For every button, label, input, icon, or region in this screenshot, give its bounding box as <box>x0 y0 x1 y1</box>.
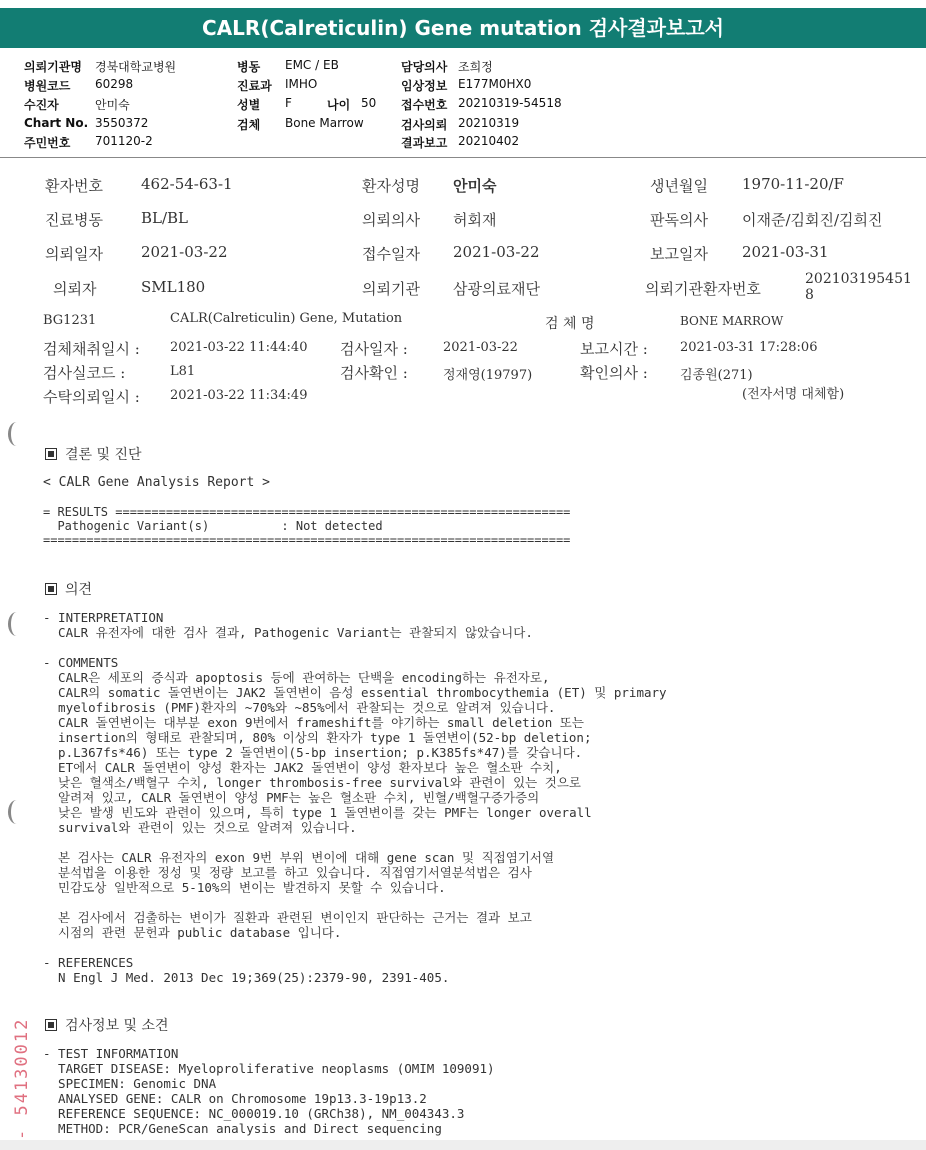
patient-field-value: 202103195451 <box>805 271 912 287</box>
test-field-value: 2021-03-31 17:28:06 <box>680 340 818 355</box>
patient-field-value: BL/BL <box>141 209 189 227</box>
patient-field-label: 판독의사 <box>650 211 708 229</box>
header-label: 결과보고 <box>401 136 448 150</box>
header-label: 접수번호 <box>401 98 448 112</box>
binder-hole-mark <box>8 612 25 636</box>
header-label: 주민번호 <box>24 136 71 150</box>
square-bullet-icon <box>45 583 57 595</box>
e-signature-note: (전자서명 대체함) <box>742 387 845 402</box>
binder-hole-mark <box>8 422 25 446</box>
page-bottom-edge <box>0 1140 926 1150</box>
specimen-value: BONE MARROW <box>680 314 784 328</box>
square-bullet-icon <box>45 1019 57 1031</box>
section-opinion: 의견 <box>45 579 92 599</box>
report-title: CALR(Calreticulin) Gene mutation 검사결과보고서 <box>0 8 926 48</box>
patient-field-label: 생년월일 <box>650 177 708 195</box>
header-value: IMHO <box>285 77 318 91</box>
analysis-report-title: < CALR Gene Analysis Report > <box>43 475 270 490</box>
patient-field-value: SML180 <box>141 278 206 296</box>
test-field-label: 검사확인 : <box>340 364 408 382</box>
patient-field-label: 진료병동 <box>45 211 103 229</box>
test-field-value: 2021-03-22 <box>443 340 518 355</box>
patient-field-value-wrap: 8 <box>805 287 814 303</box>
test-field-value: L81 <box>170 364 196 379</box>
header-value: 경북대학교병원 <box>95 60 177 74</box>
patient-field-label: 의뢰일자 <box>45 245 103 263</box>
test-field-label: 검체채취일시 : <box>43 340 140 358</box>
patient-field-value: 2021-03-31 <box>742 243 829 261</box>
square-bullet-icon <box>45 448 57 460</box>
header-label: 병원코드 <box>24 79 71 93</box>
test-field-value: 김종원(271) <box>680 368 753 383</box>
section-conclusion: 결론 및 진단 <box>45 444 142 464</box>
section-test-info: 검사정보 및 소견 <box>45 1015 169 1035</box>
header-label: 검체 <box>237 118 261 132</box>
header-value: 3550372 <box>95 116 149 130</box>
test-field-label: 보고시간 : <box>580 340 648 358</box>
patient-field-value: 2021-03-22 <box>453 243 540 261</box>
vertical-stamp-number: - 54130012 <box>12 1017 32 1140</box>
header-label: 임상정보 <box>401 79 448 93</box>
patient-field-label: 환자번호 <box>45 177 103 195</box>
header-divider <box>0 157 926 158</box>
header-value: 조희정 <box>458 60 493 74</box>
test-field-label: 수탁의뢰일시 : <box>43 388 140 406</box>
results-block: = RESULTS =============================================================== Pathogenic Variant(s) : Not detected ========================================================================= <box>43 505 571 547</box>
patient-field-label: 의뢰자 <box>53 280 97 298</box>
comments-block: - COMMENTS CALR은 세포의 증식과 apoptosis 등에 관여하는 단백을 encoding하는 유전자로, CALR의 somatic 돌연변이는 JAK2 돌연변이 음성 essential thrombocythemia (ET) 및 primary myelofibrosis (PMF)환자의 ~70%와 ~85%에서 관찰되는 것으로 알려져 있습니다. CALR 돌연변이는 대부분 exon 9번에서 frameshift를 야기하는 small deletion 또는 insertion의 형태로 관찰되며, 80% 이상의 환자가 type 1 돌연변이(52-bp deletion; p.L367fs*46) 또는 type 2 돌연변이(5-bp insertion; p.K385fs*47)를 갖습니다. ET에서 CALR 돌연변이 양성 환자는 JAK2 돌연변이 양성 환자보다 높은 혈소판 수치, 낮은 혈색소/백혈구 수치, longer thrombosis-free survival와 관련이 있는 것으로 알려져 있고, CALR 돌연변이 양성 PMF는 높은 혈소판 수치, 빈혈/백혈구증가증의 낮은 발생 빈도와 관련이 있으며, 특히 type 1 돌연변이를 갖는 PMF는 longer overall survival와 관련이 있는 것으로 알려져 있습니다. 본 검사는 CALR 유전자의 exon 9번 부위 변이에 대해 gene scan 및 직접염기서열 분석법을 이용한 정성 및 정량 보고를 하고 있습니다. 직접염기서열분석법은 검사 민감도상 일반적으로 5-10%의 변이는 발견하지 못할 수 있습니다. 본 검사에서 검출하는 변이가 질환과 관련된 변이인지 판단하는 근거는 결과 보고 시점의 관련 문헌과 public database 입니다. <box>43 655 667 940</box>
header-value: F <box>285 96 292 110</box>
patient-field-value: 삼광의료재단 <box>453 280 540 298</box>
header-value: 20210402 <box>458 134 520 148</box>
header-label: 진료과 <box>237 79 272 93</box>
patient-field-value: 1970-11-20/F <box>742 175 844 193</box>
patient-field-value: 462-54-63-1 <box>141 175 233 193</box>
specimen-label: 검 체 명 <box>545 316 595 332</box>
header-label: 의뢰기관명 <box>24 60 82 74</box>
header-label: 병동 <box>237 60 261 74</box>
header-value: 701120-2 <box>95 134 153 148</box>
test-field-label: 검사일자 : <box>340 340 408 358</box>
header-value: E177M0HX0 <box>458 77 532 91</box>
header-label: 담당의사 <box>401 60 448 74</box>
test-field-label: 검사실코드 : <box>43 364 126 382</box>
age-value: 50 <box>361 96 377 110</box>
header-value: 안미숙 <box>95 98 130 112</box>
patient-field-value: 안미숙 <box>453 177 497 195</box>
test-field-value: 정재영(19797) <box>443 368 533 383</box>
patient-field-label: 환자성명 <box>362 177 420 195</box>
patient-field-label: 의뢰기관 <box>362 280 420 298</box>
patient-field-value: 이재준/김회진/김희진 <box>742 211 883 229</box>
references-block: - REFERENCES N Engl J Med. 2013 Dec 19;369(25):2379-90, 2391-405. <box>43 955 450 985</box>
header-label: 성별 <box>237 98 261 112</box>
patient-field-value: 허회재 <box>453 211 497 229</box>
test-field-value: 2021-03-22 11:34:49 <box>170 388 308 403</box>
patient-field-label: 의뢰기관환자번호 <box>645 280 761 298</box>
patient-field-value: 2021-03-22 <box>141 243 228 261</box>
age-label: 나이 <box>327 98 351 112</box>
header-value: 60298 <box>95 77 134 91</box>
binder-hole-mark <box>8 800 25 824</box>
patient-field-label: 의뢰의사 <box>362 211 420 229</box>
test-information-block: - TEST INFORMATION TARGET DISEASE: Myeloproliferative neoplasms (OMIM 109091) SPECIMEN: Genomic DNA ANALYSED GENE: CALR on Chromosome 19p13.3-19p13.2 REFERENCE SEQUENCE: NC_000019.10 (GRCh38), NM_004343.3 METHOD: PCR/GeneScan analysis and Direct sequencing <box>43 1046 495 1136</box>
test-name: CALR(Calreticulin) Gene, Mutation <box>170 311 403 326</box>
header-value: Bone Marrow <box>285 116 364 130</box>
patient-field-label: 보고일자 <box>650 245 708 263</box>
patient-field-label: 접수일자 <box>362 245 420 263</box>
header-value: 20210319-54518 <box>458 96 562 110</box>
header-value: 20210319 <box>458 116 520 130</box>
header-value: EMC / EB <box>285 58 339 72</box>
test-code: BG1231 <box>43 313 97 328</box>
header-label: 수진자 <box>24 98 59 112</box>
test-field-label: 확인의사 : <box>580 364 648 382</box>
header-label: Chart No. <box>24 116 89 130</box>
test-field-value: 2021-03-22 11:44:40 <box>170 340 308 355</box>
interpretation-block: - INTERPRETATION CALR 유전자에 대한 검사 결과, Pathogenic Variant는 관찰되지 않았습니다. <box>43 610 533 640</box>
header-label: 검사의뢰 <box>401 118 448 132</box>
